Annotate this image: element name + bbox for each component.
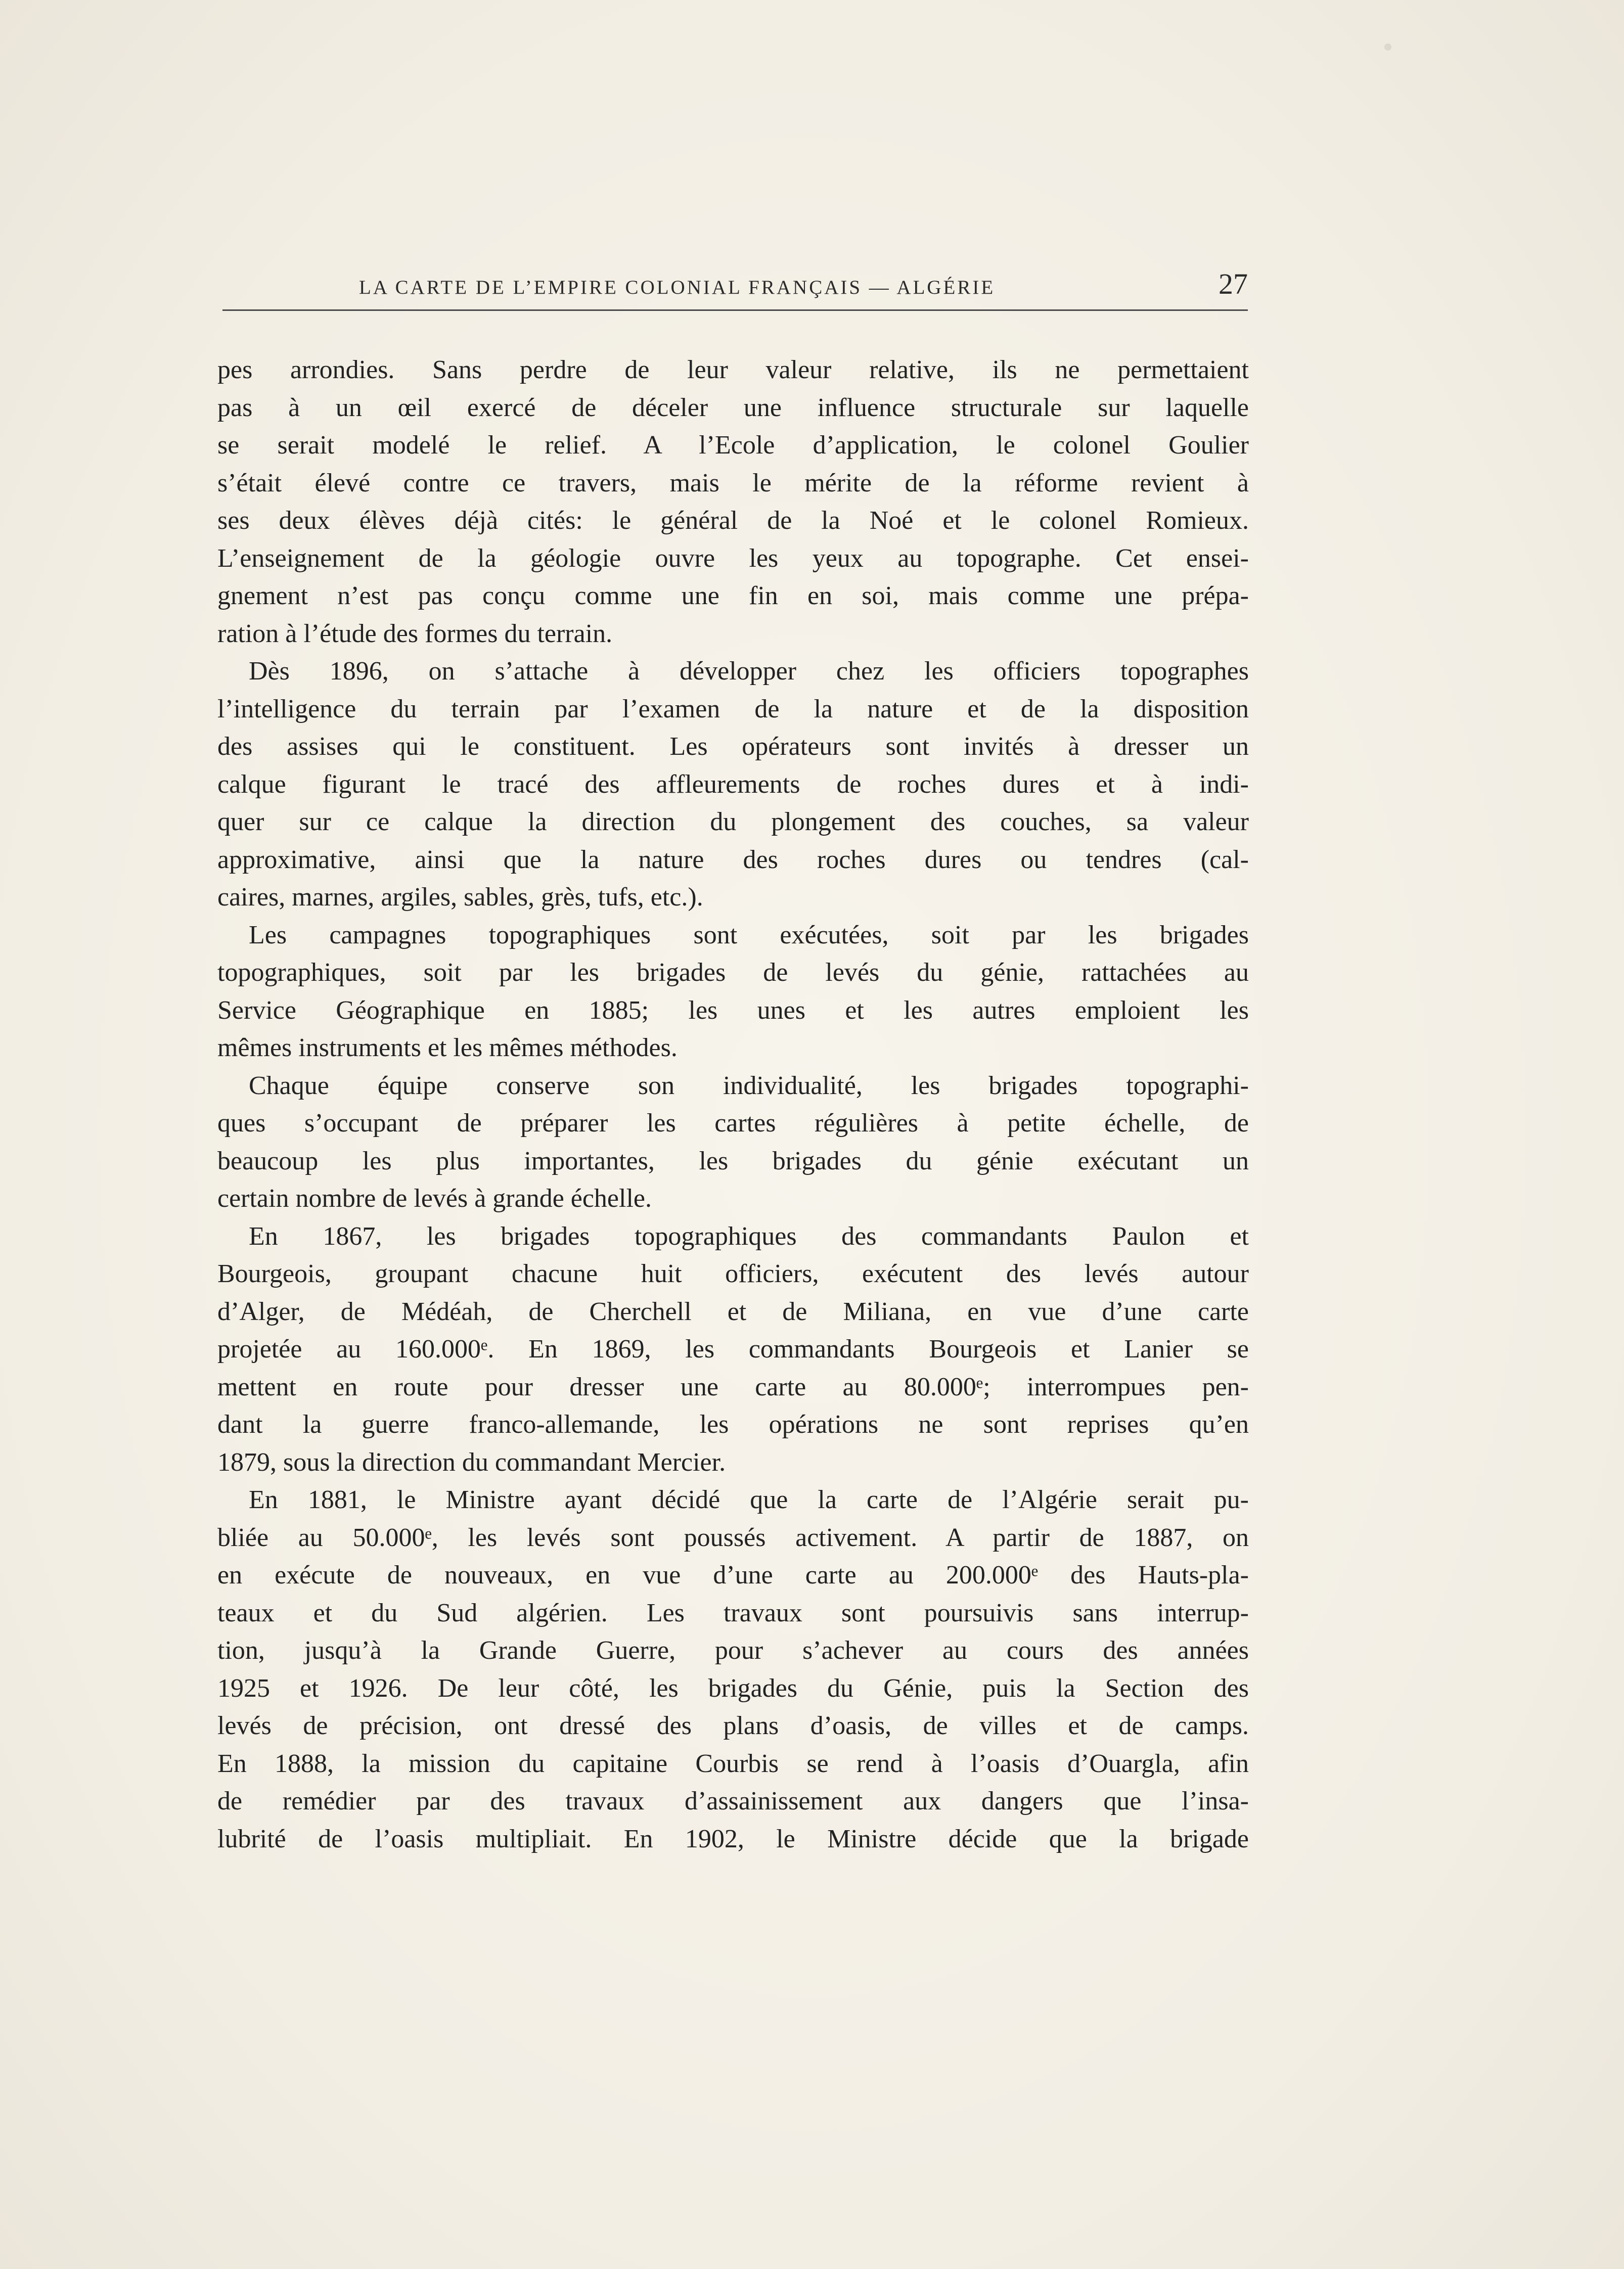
text-line: mêmes instruments et les mêmes méthodes.	[217, 1033, 678, 1062]
text-line: dant la guerre franco-allemande, les opérations ne sont reprises qu’en	[217, 1410, 1249, 1439]
running-header	[222, 267, 1248, 302]
running-title: LA CARTE DE L’EMPIRE COLONIAL FRANÇAIS — ALGÉRIE	[359, 277, 996, 298]
text-line: ration à l’étude des formes du terrain.	[217, 619, 613, 648]
text-line: gnement n’est pas conçu comme une fin en soi, mais comme une prépa-	[217, 581, 1249, 610]
text-line: levés de précision, ont dressé des plans d’oasis, de villes et de camps.	[217, 1711, 1249, 1740]
text-line: En 1867, les brigades topographiques des commandants Paulon et	[249, 1221, 1249, 1251]
text-line: pas à un œil exercé de déceler une influence structurale sur laquelle	[217, 393, 1249, 422]
header-rule	[222, 309, 1248, 311]
text-line: quer sur ce calque la direction du plongement des couches, sa valeur	[217, 807, 1249, 836]
text-line: pes arrondies. Sans perdre de leur valeur relative, ils ne permettaient	[217, 355, 1249, 384]
text-line: topographiques, soit par les brigades de levés du génie, rattachées au	[217, 958, 1249, 987]
text-line: bliée au 50.000ᵉ, les levés sont poussés activement. A partir de 1887, on	[217, 1523, 1249, 1552]
text-line: ques s’occupant de préparer les cartes régulières à petite échelle, de	[217, 1109, 1249, 1138]
text-line: En 1888, la mission du capitaine Courbis se rend à l’oasis d’Ouargla, afin	[217, 1749, 1249, 1778]
text-line: l’intelligence du terrain par l’examen de la nature et de la disposition	[217, 694, 1249, 723]
text-line: approximative, ainsi que la nature des roches dures ou tendres (cal-	[217, 845, 1249, 874]
text-line: mettent en route pour dresser une carte au 80.000ᵉ; interrompues pen-	[217, 1372, 1249, 1401]
text-line: de remédier par des travaux d’assainissement aux dangers que l’insa-	[217, 1787, 1249, 1816]
scan-speck	[1384, 43, 1391, 51]
text-line: s’était élevé contre ce travers, mais le mérite de la réforme revient à	[217, 468, 1249, 497]
text-line: 1879, sous la direction du commandant Mercier.	[217, 1447, 726, 1477]
text-line: Les campagnes topographiques sont exécutées, soit par les brigades	[249, 920, 1249, 949]
text-line: des assises qui le constituent. Les opérateurs sont invités à dresser un	[217, 732, 1249, 761]
text-line: calque figurant le tracé des affleurements de roches dures et à indi-	[217, 769, 1249, 799]
page-number: 27	[1219, 267, 1248, 300]
text-line: certain nombre de levés à grande échelle.	[217, 1184, 652, 1213]
text-line: projetée au 160.000ᵉ. En 1869, les commandants Bourgeois et Lanier se	[217, 1335, 1249, 1364]
text-line: En 1881, le Ministre ayant décidé que la carte de l’Algérie serait pu-	[249, 1485, 1249, 1514]
text-line: teaux et du Sud algérien. Les travaux sont poursuivis sans interrup-	[217, 1598, 1249, 1627]
body-text	[217, 351, 1249, 1858]
text-line: beaucoup les plus importantes, les brigades du génie exécutant un	[217, 1146, 1249, 1175]
text-line: Chaque équipe conserve son individualité, les brigades topographi-	[249, 1071, 1249, 1100]
text-line: en exécute de nouveaux, en vue d’une carte au 200.000ᵉ des Hauts-pla-	[217, 1561, 1249, 1590]
text-line: Bourgeois, groupant chacune huit officiers, exécutent des levés autour	[217, 1259, 1249, 1288]
text-line: ses deux élèves déjà cités: le général de la Noé et le colonel Romieux.	[217, 506, 1249, 535]
text-line: Dès 1896, on s’attache à développer chez les officiers topographes	[249, 657, 1249, 686]
text-line: Service Géographique en 1885; les unes et les autres emploient les	[217, 995, 1249, 1025]
text-line: d’Alger, de Médéah, de Cherchell et de Miliana, en vue d’une carte	[217, 1297, 1249, 1326]
text-line: tion, jusqu’à la Grande Guerre, pour s’achever au cours des années	[217, 1636, 1249, 1665]
text-line: caires, marnes, argiles, sables, grès, tufs, etc.).	[217, 883, 703, 912]
text-line: 1925 et 1926. De leur côté, les brigades du Génie, puis la Section des	[217, 1673, 1249, 1703]
text-line: L’enseignement de la géologie ouvre les yeux au topographe. Cet ensei-	[217, 543, 1249, 573]
text-line: se serait modelé le relief. A l’Ecole d’application, le colonel Goulier	[217, 431, 1249, 460]
text-line: lubrité de l’oasis multipliait. En 1902, le Ministre décide que la brigade	[217, 1824, 1249, 1853]
